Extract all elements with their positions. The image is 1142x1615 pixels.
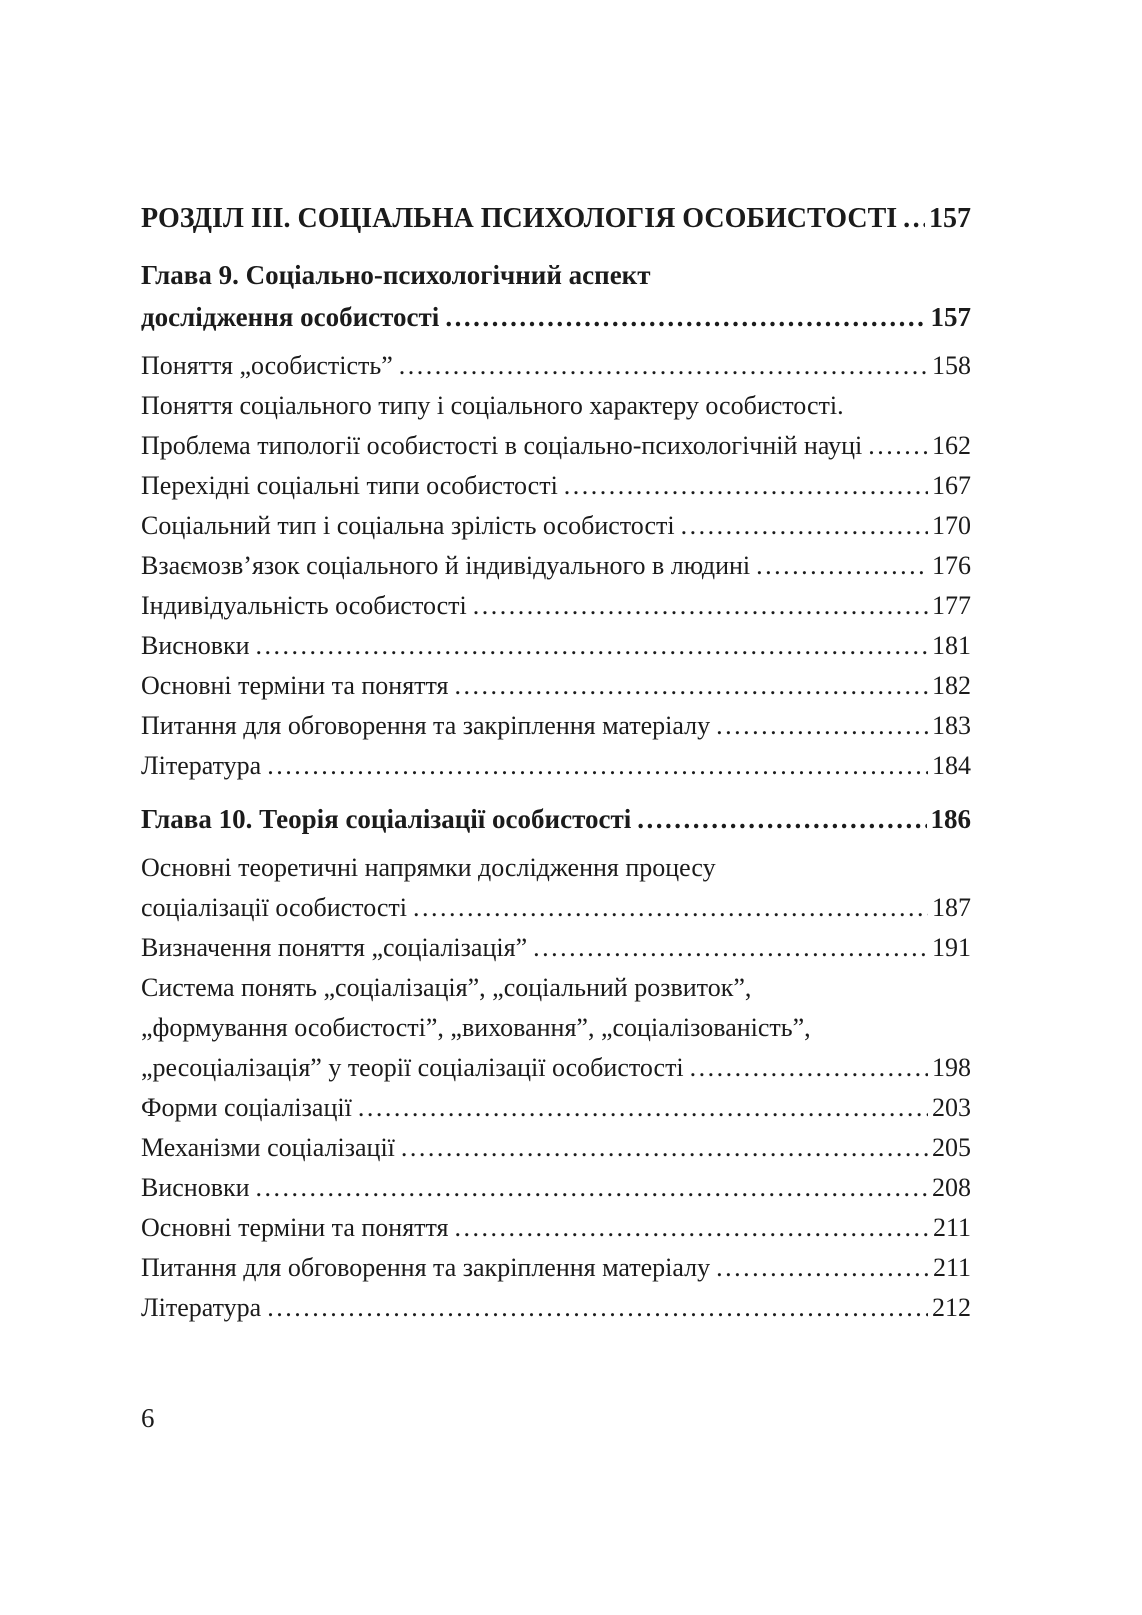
- toc-page-number: 205: [932, 1133, 971, 1162]
- toc-entry: [141, 346, 971, 386]
- toc-entry-text: РОЗДІЛ ІІІ. СОЦІАЛЬНА ПСИХОЛОГІЯ ОСОБИСТОСТІ: [141, 203, 898, 234]
- toc-line: [141, 848, 971, 888]
- dot-leader: [267, 746, 928, 786]
- dot-leader: [716, 1248, 929, 1288]
- toc-entry: [141, 466, 971, 506]
- toc-line: [141, 626, 971, 666]
- toc-line: [141, 506, 971, 546]
- dot-leader: [681, 506, 928, 546]
- dot-leader: [413, 888, 928, 928]
- dot-leader: [399, 346, 928, 386]
- toc-list: [141, 196, 971, 1328]
- toc-entry: [141, 746, 971, 786]
- toc-entry: [141, 626, 971, 666]
- dot-leader: [455, 666, 928, 706]
- toc-page-number: 181: [932, 631, 971, 660]
- toc-line: [141, 746, 971, 786]
- toc-entry-text: Форми соціалізації: [141, 1093, 352, 1122]
- toc-line: [141, 346, 971, 386]
- toc-entry: [141, 1128, 971, 1168]
- toc-entry: [141, 386, 971, 466]
- toc-entry-text: Проблема типології особистості в соціально-психологічній науці: [141, 431, 863, 460]
- toc-entry-text: Висновки: [141, 631, 250, 660]
- dot-leader: [716, 706, 928, 746]
- toc-entry-text: Поняття соціального типу і соціального характеру особистості.: [141, 391, 844, 420]
- dot-leader: [256, 1168, 928, 1208]
- toc-page-number: 191: [932, 933, 971, 962]
- dot-leader: [564, 466, 928, 506]
- toc-entry-text: Основні терміни та поняття: [141, 671, 449, 700]
- toc-entry-text: Механізми соціалізації: [141, 1133, 395, 1162]
- toc-chapter-heading: [141, 798, 971, 840]
- toc-line: [141, 1088, 971, 1128]
- toc-entry: [141, 1088, 971, 1128]
- toc-entry: [141, 1208, 971, 1248]
- dot-leader: [756, 546, 928, 586]
- toc-page-number: 186: [930, 804, 971, 834]
- toc-page-number: 162: [932, 431, 971, 460]
- toc-entry: [141, 1248, 971, 1288]
- toc-line: [141, 1208, 971, 1248]
- toc-entry-text: соціалізації особистості: [141, 893, 407, 922]
- toc-entry-text: Індивідуальність особистості: [141, 591, 467, 620]
- toc-line: [141, 1128, 971, 1168]
- toc-line: [141, 426, 971, 466]
- toc-line: [141, 254, 971, 296]
- toc-page-number: 203: [932, 1093, 971, 1122]
- toc-entry: [141, 968, 971, 1088]
- dot-leader: [358, 1088, 928, 1128]
- toc-page-number: 157: [929, 203, 971, 234]
- folio-page-number: 6: [141, 1403, 155, 1433]
- toc-entry: [141, 848, 971, 928]
- toc-page-number: 158: [932, 351, 971, 380]
- toc-entry: [141, 928, 971, 968]
- toc-line: [141, 1288, 971, 1328]
- toc-page-number: 208: [932, 1173, 971, 1202]
- toc-entry: [141, 1168, 971, 1208]
- toc-page-number: 211: [932, 1253, 971, 1282]
- toc-page-number: 212: [932, 1293, 971, 1322]
- dot-leader: [445, 296, 926, 338]
- toc-line: [141, 466, 971, 506]
- toc-entry-text: Соціальний тип і соціальна зрілість особистості: [141, 511, 675, 540]
- dot-leader: [637, 798, 926, 840]
- toc-page-number: 198: [932, 1053, 971, 1082]
- toc-line: [141, 666, 971, 706]
- toc-entry: [141, 666, 971, 706]
- toc-page-number: 170: [932, 511, 971, 540]
- toc-entry: [141, 586, 971, 626]
- toc-entry-text: Висновки: [141, 1173, 250, 1202]
- toc-page-number: 176: [932, 551, 971, 580]
- toc-line: [141, 386, 971, 426]
- toc-page-number: 167: [932, 471, 971, 500]
- toc-entry-text: Основні теоретичні напрямки дослідження процесу: [141, 853, 716, 882]
- toc-entry-text: Взаємозв’язок соціального й індивідуального в людині: [141, 551, 751, 580]
- toc-entry-text: Глава 9. Соціально-психологічний аспект: [141, 260, 651, 290]
- toc-line: [141, 1248, 971, 1288]
- dot-leader: [473, 586, 928, 626]
- toc-line: [141, 928, 971, 968]
- dot-leader: [256, 626, 928, 666]
- toc-entry: [141, 506, 971, 546]
- toc-entry-text: Питання для обговорення та закріплення матеріалу: [141, 711, 711, 740]
- toc-entry-text: Література: [141, 1293, 262, 1322]
- toc-page-number: 183: [932, 711, 971, 740]
- dot-leader: [868, 426, 928, 466]
- toc-page-number: 177: [932, 591, 971, 620]
- toc-line: [141, 968, 971, 1008]
- toc-chapter-heading: [141, 254, 971, 338]
- toc-page-number: 187: [932, 893, 971, 922]
- dot-leader: [533, 928, 928, 968]
- toc-entry-text: Перехідні соціальні типи особистості: [141, 471, 558, 500]
- toc-page-number: 211: [932, 1213, 971, 1242]
- dot-leader: [401, 1128, 928, 1168]
- toc-entry: [141, 1288, 971, 1328]
- toc-line: [141, 546, 971, 586]
- toc-line: [141, 196, 971, 242]
- toc-entry-text: „формування особистості”, „виховання”, „соціалізованість”,: [141, 1013, 811, 1042]
- toc-section-heading: [141, 196, 971, 242]
- toc-line: [141, 1048, 971, 1088]
- toc-entry-text: дослідження особистості: [141, 302, 440, 332]
- toc-entry-text: Основні терміни та поняття: [141, 1213, 449, 1242]
- dot-leader: [267, 1288, 928, 1328]
- table-of-contents: [141, 196, 971, 1328]
- toc-line: [141, 586, 971, 626]
- dot-leader: [455, 1208, 929, 1248]
- toc-line: [141, 1168, 971, 1208]
- dot-leader: [903, 196, 925, 242]
- toc-entry-text: Питання для обговорення та закріплення матеріалу: [141, 1253, 711, 1282]
- toc-entry-text: „ресоціалізація” у теорії соціалізації особистості: [141, 1053, 684, 1082]
- toc-page-number: 157: [930, 302, 971, 332]
- dot-leader: [690, 1048, 928, 1088]
- toc-entry: [141, 546, 971, 586]
- toc-entry-text: Поняття „особистість”: [141, 351, 393, 380]
- toc-line: [141, 296, 971, 338]
- toc-entry: [141, 706, 971, 746]
- toc-line: [141, 1008, 971, 1048]
- toc-line: [141, 888, 971, 928]
- toc-page-number: 184: [932, 751, 971, 780]
- toc-entry-text: Система понять „соціалізація”, „соціальний розвиток”,: [141, 973, 752, 1002]
- toc-page-number: 182: [932, 671, 971, 700]
- toc-line: [141, 798, 971, 840]
- toc-line: [141, 706, 971, 746]
- toc-entry-text: Література: [141, 751, 262, 780]
- toc-entry-text: Глава 10. Теорія соціалізації особистості: [141, 804, 632, 834]
- toc-entry-text: Визначення поняття „соціалізація”: [141, 933, 528, 962]
